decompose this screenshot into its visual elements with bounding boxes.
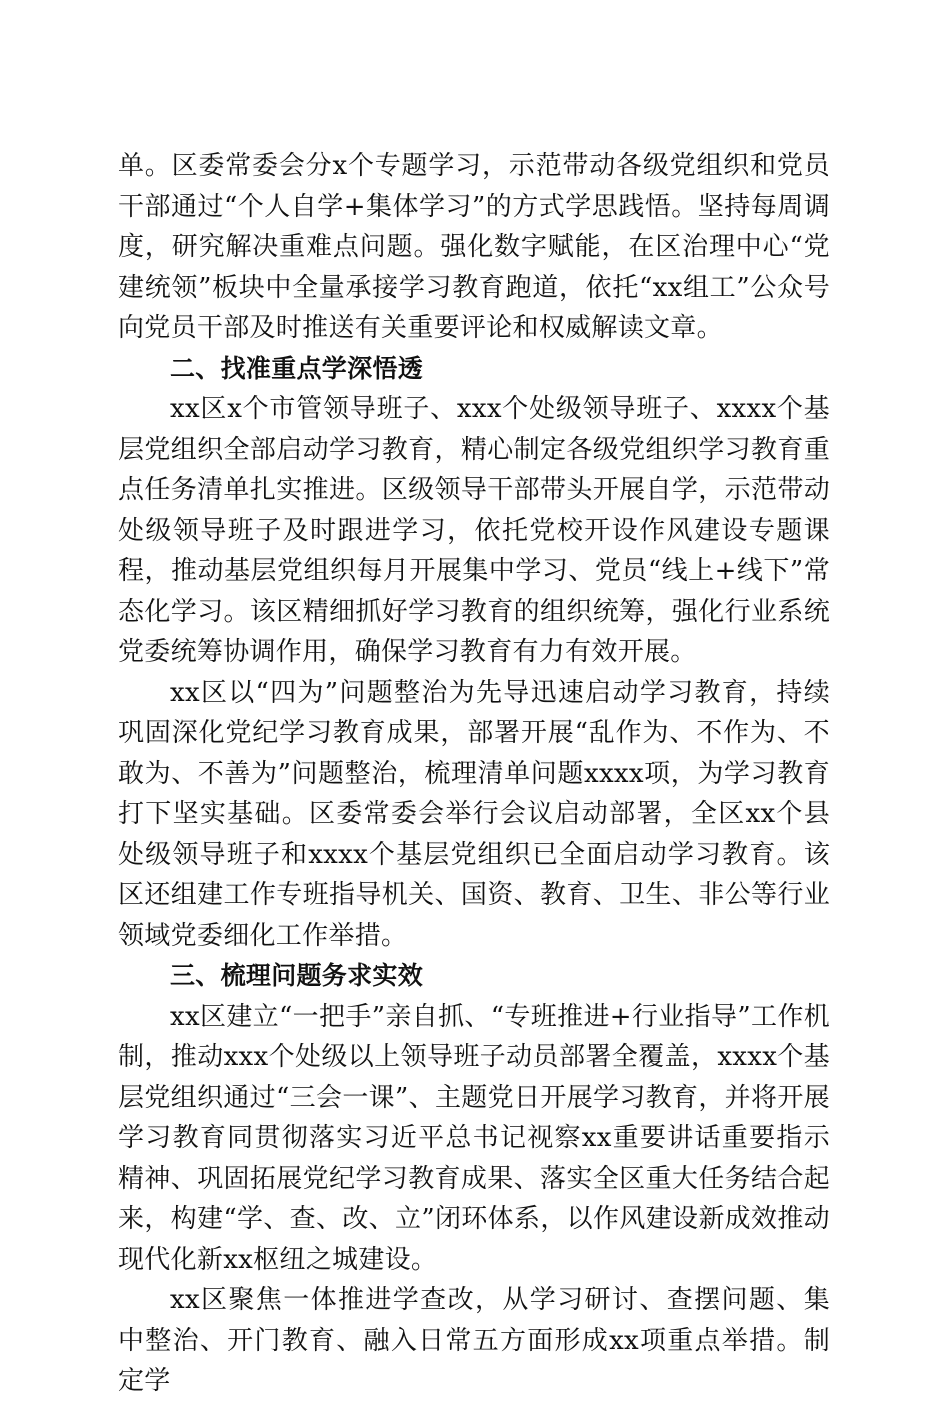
paragraph-truncated: xx区聚焦一体推进学查改，从学习研讨、查摆问题、集中整治、开门教育、融入日常五方面形成xx项重点举措。制定学 — [118, 1285, 830, 1396]
paragraph-continued: 单。区委常委会分x个专题学习，示范带动各级党组织和党员干部通过“个人自学+集体学习”的方式学思践悟。坚持每周调度，研究解决重难点问题。强化数字赋能，在区治理中心“党建统领”板块中全量承接学习教育跑道，依托“xx组工”公众号向党员干部及时推送有关重要评论和权威解读文章。 — [118, 151, 830, 343]
section-heading-2: 二、找准重点学深悟透 — [170, 353, 424, 383]
section-heading-3: 三、梳理问题务求实效 — [170, 961, 424, 990]
paragraph: xx区x个市管领导班子、xxx个处级领导班子、xxxx个基层党组织全部启动学习教育，精心制定各级党组织学习教育重点任务清单扎实推进。区级领导干部带头开展自学，示范带动处级领导班子及时跟进学习，依托党校开设作风建设专题课程，推动基层党组织每月开展集中学习、党员“线上+线下”常态化学习。该区精细抓好学习教育的组织统筹，强化行业系统党委统筹协调作用，确保学习教育有力有效开展。 — [118, 394, 830, 667]
paragraph: xx区以“四为”问题整治为先导迅速启动学习教育，持续巩固深化党纪学习教育成果，部署开展“乱作为、不作为、不敢为、不善为”问题整治，梳理清单问题xxxx项，为学习教育打下坚实基础。区委常委会举行会议启动部署，全区xx个县处级领导班子和xxxx个基层党组织已全面启动学习教育。该区还组建工作专班指导机关、国资、教育、卫生、非公等行业领域党委细化工作举措。 — [118, 677, 830, 951]
document-body — [118, 146, 830, 1402]
paragraph: xx区建立“一把手”亲自抓、“专班推进+行业指导”工作机制，推动xxx个处级以上领导班子动员部署全覆盖，xxxx个基层党组织通过“三会一课”、主题党日开展学习教育，并将开展学习教育同贯彻落实习近平总书记视察xx重要讲话重要指示精神、巩固拓展党纪学习教育成果、落实全区重大任务结合起来，构建“学、查、改、立”闭环体系，以作风建设新成效推动现代化新xx枢纽之城建设。 — [118, 1001, 830, 1275]
